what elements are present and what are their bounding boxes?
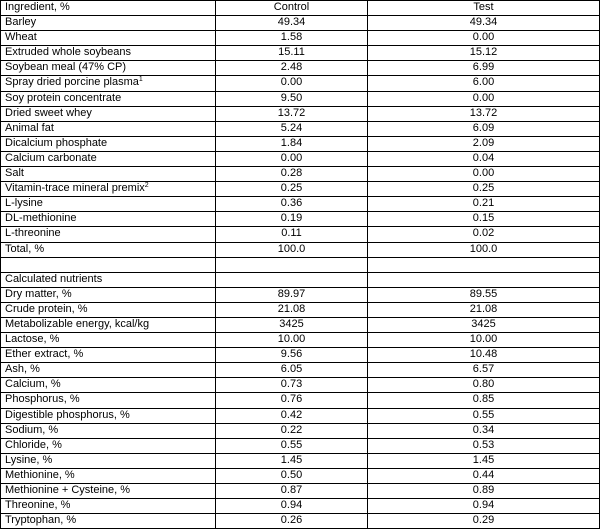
row-label-text: Methionine + Cysteine, %: [5, 484, 131, 496]
row-label: [1, 16, 216, 31]
row-label: [1, 302, 216, 317]
ingredient-row: [1, 167, 600, 182]
test-value: 49.34: [368, 16, 600, 31]
test-value: 10.00: [368, 333, 600, 348]
control-value: 3425: [216, 317, 368, 332]
test-value: 0.85: [368, 393, 600, 408]
control-value: 0.94: [216, 499, 368, 514]
control-value: 0.22: [216, 423, 368, 438]
ingredient-row: [1, 227, 600, 242]
control-value: 0.00: [216, 151, 368, 166]
row-label-text: L-lysine: [5, 197, 43, 210]
row-label: [1, 46, 216, 61]
row-label: [1, 121, 216, 136]
ingredient-row: [1, 76, 600, 91]
control-value: 0.11: [216, 227, 368, 242]
control-value: 49.34: [216, 16, 368, 31]
header-control: Control: [216, 1, 368, 16]
row-label: [1, 408, 216, 423]
row-label-text: Dry matter, %: [5, 287, 72, 300]
row-label-text: Phosphorus, %: [5, 393, 80, 406]
ingredient-row: [1, 197, 600, 212]
ingredient-row: [1, 16, 600, 31]
row-label-text: Methionine, %: [5, 468, 75, 481]
test-value: 3425: [368, 317, 600, 332]
test-value: 0.29: [368, 514, 600, 529]
control-value: 0.42: [216, 408, 368, 423]
row-label: [1, 348, 216, 363]
row-label-text: Salt: [5, 167, 24, 180]
nutrient-row: [1, 499, 600, 514]
test-value: [368, 272, 600, 287]
ingredient-row: [1, 242, 600, 257]
nutrient-row: [1, 468, 600, 483]
row-label-text: Ash, %: [5, 363, 40, 376]
test-value: 0.02: [368, 227, 600, 242]
row-label-text: Total, %: [5, 242, 45, 255]
control-value: [216, 272, 368, 287]
header-row: [1, 1, 600, 16]
nutrient-row: [1, 302, 600, 317]
row-label-text: Extruded whole soybeans: [5, 46, 131, 59]
row-label: [1, 423, 216, 438]
test-value: 0.04: [368, 151, 600, 166]
control-value: 0.25: [216, 182, 368, 197]
test-value: 1.45: [368, 453, 600, 468]
row-label-text: Dicalcium phosphate: [5, 136, 108, 149]
control-value: 1.84: [216, 136, 368, 151]
test-value: 89.55: [368, 287, 600, 302]
nutrient-row: [1, 333, 600, 348]
row-label: [1, 484, 216, 499]
ingredient-row: [1, 182, 600, 197]
row-label: [1, 197, 216, 212]
control-value: 15.11: [216, 46, 368, 61]
test-value: 0.80: [368, 378, 600, 393]
row-label-text: Dried sweet whey: [5, 106, 92, 119]
row-label-text: Metabolizable energy, kcal/kg: [5, 317, 150, 330]
nutrient-row: [1, 453, 600, 468]
ingredient-row: [1, 212, 600, 227]
control-value: 9.50: [216, 91, 368, 106]
control-value: 21.08: [216, 302, 368, 317]
test-value: 15.12: [368, 46, 600, 61]
control-value: 2.48: [216, 61, 368, 76]
control-value: 0.73: [216, 378, 368, 393]
row-label-text: Animal fat: [5, 121, 54, 134]
footnote-marker: 2: [144, 182, 149, 190]
test-value: 0.94: [368, 499, 600, 514]
test-value: 0.53: [368, 438, 600, 453]
row-label: [1, 91, 216, 106]
ingredient-row: [1, 61, 600, 76]
row-label-text: Soy protein concentrate: [5, 91, 122, 104]
test-value: 6.00: [368, 76, 600, 91]
control-value: 0.36: [216, 197, 368, 212]
test-value: 10.48: [368, 348, 600, 363]
row-label-text: Calcium, %: [5, 378, 61, 391]
row-label: [1, 212, 216, 227]
row-label: [1, 438, 216, 453]
control-value: 0.28: [216, 167, 368, 182]
row-label-text: Wheat: [5, 31, 37, 44]
row-label: [1, 272, 216, 287]
test-value: 0.89: [368, 484, 600, 499]
control-value: 100.0: [216, 242, 368, 257]
row-label: [1, 76, 216, 91]
row-label-text: Chloride, %: [5, 438, 62, 451]
control-value: 0.26: [216, 514, 368, 529]
control-value: 13.72: [216, 106, 368, 121]
test-value: 2.09: [368, 136, 600, 151]
row-label: [1, 136, 216, 151]
spacer-cell: [1, 257, 216, 272]
nutrient-row: [1, 378, 600, 393]
row-label-text: Soybean meal (47% CP): [5, 61, 127, 74]
row-label-text: Tryptophan, %: [5, 514, 77, 527]
row-label: [1, 453, 216, 468]
ingredient-row: [1, 136, 600, 151]
header-test: Test: [368, 1, 600, 16]
control-value: 5.24: [216, 121, 368, 136]
row-label: [1, 227, 216, 242]
nutrient-row: [1, 438, 600, 453]
ingredient-row: [1, 121, 600, 136]
footnote-marker: 1: [138, 76, 143, 84]
test-value: 100.0: [368, 242, 600, 257]
ingredient-row: [1, 106, 600, 121]
ingredient-row: [1, 151, 600, 166]
table-body: [1, 1, 600, 529]
row-label-text: Ether extract, %: [5, 348, 84, 361]
row-label: [1, 61, 216, 76]
control-value: 0.76: [216, 393, 368, 408]
control-value: 1.58: [216, 31, 368, 46]
row-label: [1, 242, 216, 257]
spacer-cell: [368, 257, 600, 272]
row-label-text: Calculated nutrients: [5, 272, 103, 285]
row-label: [1, 378, 216, 393]
nutrient-row: [1, 287, 600, 302]
row-label: [1, 333, 216, 348]
test-value: 6.09: [368, 121, 600, 136]
nutrient-row: [1, 484, 600, 499]
row-label: [1, 287, 216, 302]
nutrient-row: [1, 317, 600, 332]
row-label: [1, 106, 216, 121]
row-label-text: Spray dried porcine plasma: [5, 76, 139, 89]
row-label-text: Crude protein, %: [5, 302, 88, 315]
test-value: 6.57: [368, 363, 600, 378]
spacer-cell: [216, 257, 368, 272]
section-header-row: [1, 272, 600, 287]
control-value: 9.56: [216, 348, 368, 363]
row-label-text: Barley: [5, 16, 37, 29]
control-value: 0.87: [216, 484, 368, 499]
row-label-text: Calcium carbonate: [5, 151, 97, 164]
row-label: [1, 31, 216, 46]
ingredient-row: [1, 91, 600, 106]
control-value: 1.45: [216, 453, 368, 468]
row-label-text: Lysine, %: [5, 453, 53, 466]
test-value: 6.99: [368, 61, 600, 76]
test-value: 0.00: [368, 31, 600, 46]
row-label-text: Digestible phosphorus, %: [5, 408, 130, 421]
nutrient-row: [1, 514, 600, 529]
control-value: 89.97: [216, 287, 368, 302]
row-label-text: Vitamin-trace mineral premix: [5, 182, 145, 195]
test-value: 0.55: [368, 408, 600, 423]
nutrient-row: [1, 393, 600, 408]
row-label-text: Lactose, %: [5, 333, 60, 346]
nutrient-row: [1, 363, 600, 378]
test-value: 0.44: [368, 468, 600, 483]
row-label: [1, 499, 216, 514]
row-label-text: DL-methionine: [5, 212, 77, 225]
control-value: 0.50: [216, 468, 368, 483]
row-label: [1, 393, 216, 408]
row-label: [1, 151, 216, 166]
control-value: 0.19: [216, 212, 368, 227]
row-label: [1, 317, 216, 332]
test-value: 0.00: [368, 167, 600, 182]
ingredient-row: [1, 46, 600, 61]
test-value: 0.00: [368, 91, 600, 106]
control-value: 6.05: [216, 363, 368, 378]
row-label: [1, 182, 216, 197]
test-value: 0.34: [368, 423, 600, 438]
test-value: 0.15: [368, 212, 600, 227]
nutrient-row: [1, 408, 600, 423]
row-label-text: L-threonine: [5, 227, 61, 240]
control-value: 0.00: [216, 76, 368, 91]
test-value: 13.72: [368, 106, 600, 121]
test-value: 0.25: [368, 182, 600, 197]
row-label: [1, 468, 216, 483]
nutrient-row: [1, 348, 600, 363]
row-label-text: Sodium, %: [5, 423, 59, 436]
control-value: 10.00: [216, 333, 368, 348]
ingredient-row: [1, 31, 600, 46]
header-ingredient: Ingredient, %: [1, 1, 216, 16]
row-label: [1, 167, 216, 182]
nutrient-row: [1, 423, 600, 438]
spacer-row: [1, 257, 600, 272]
row-label: [1, 514, 216, 529]
control-value: 0.55: [216, 438, 368, 453]
row-label-text: Threonine, %: [5, 499, 71, 512]
row-label: [1, 363, 216, 378]
test-value: 0.21: [368, 197, 600, 212]
test-value: 21.08: [368, 302, 600, 317]
